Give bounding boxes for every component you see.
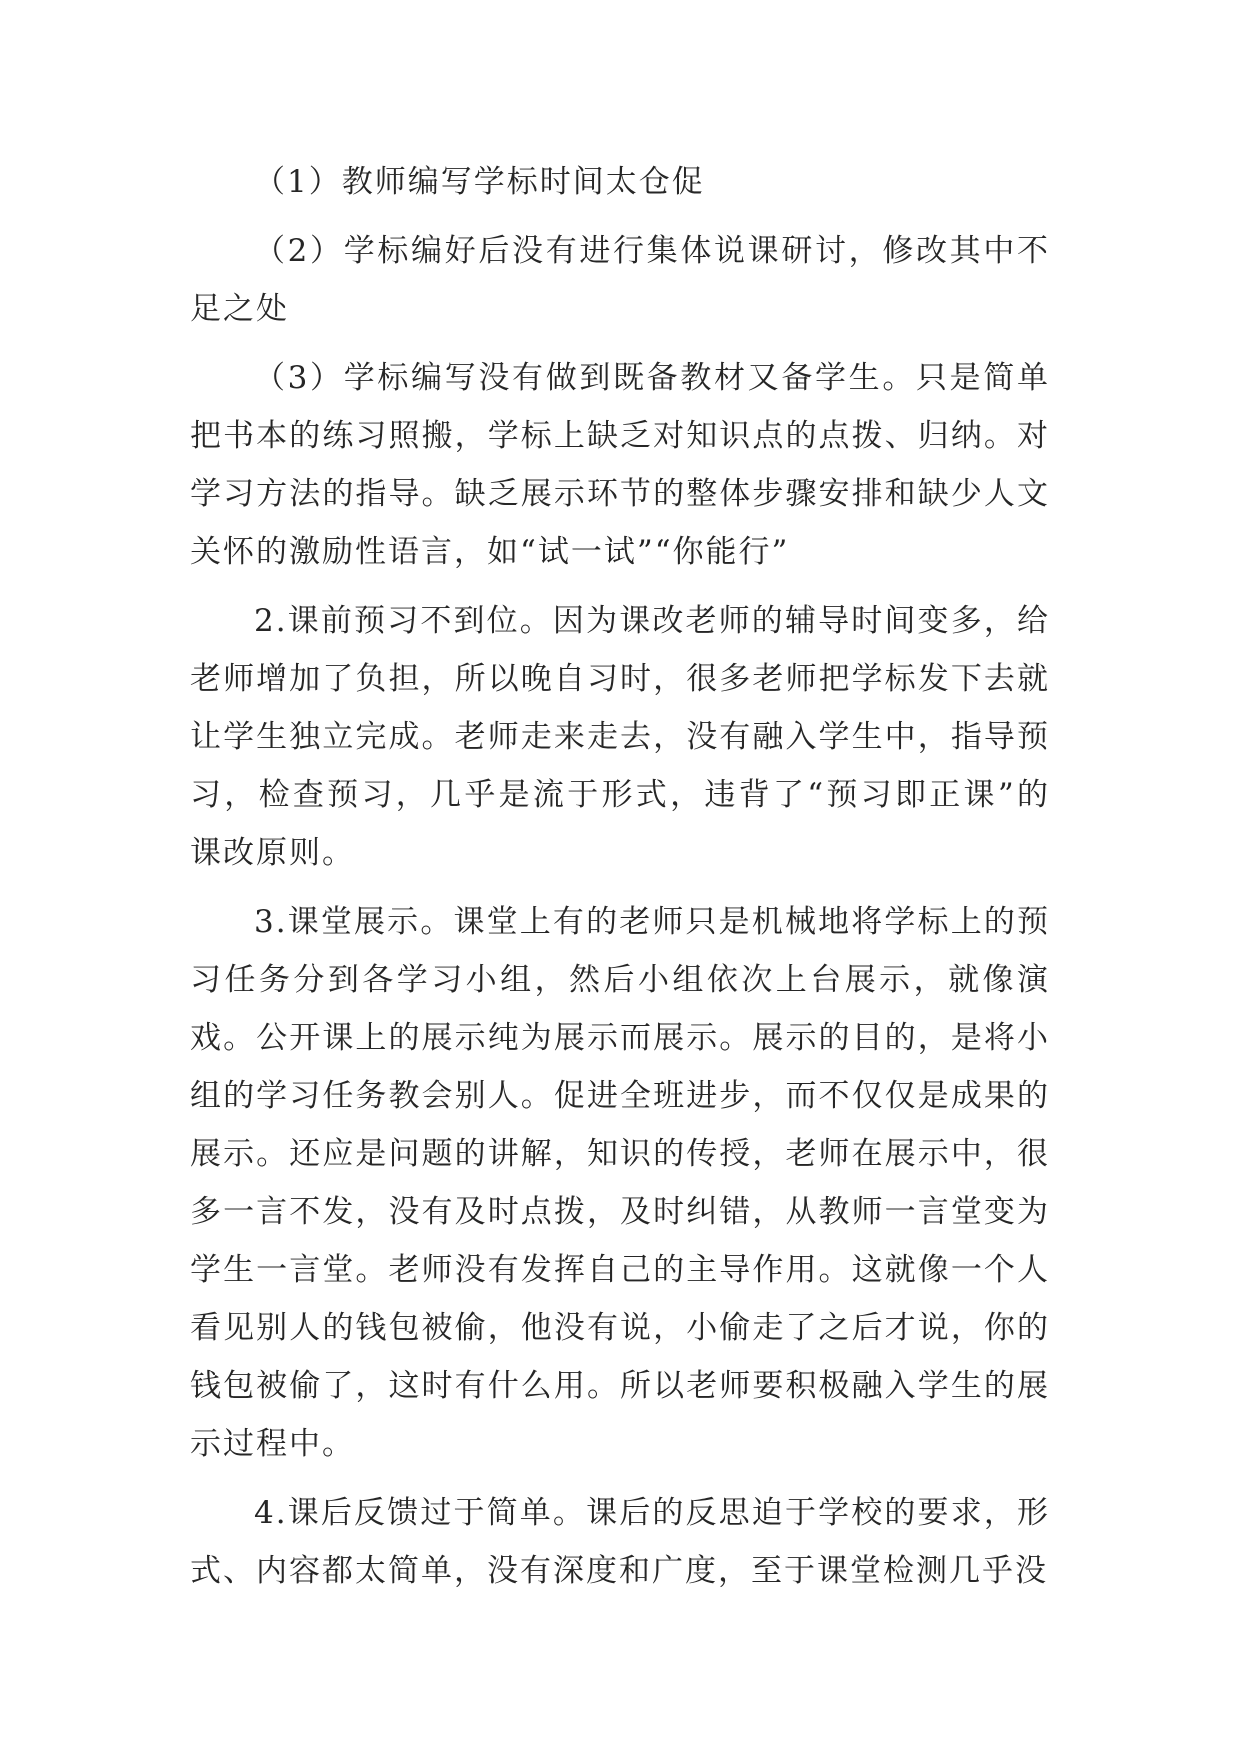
paragraph-2-preview: 2.课前预习不到位。因为课改老师的辅导时间变多，给老师增加了负担，所以晚自习时，很多老师把学标发下去就让学生独立完成。老师走来走去，没有融入学生中，指导预习，检查预习，几乎是流于形式，违背了“预习即正课”的课改原则。 xyxy=(190,603,1050,871)
paragraph-3-classroom-display: 3.课堂展示。课堂上有的老师只是机械地将学标上的预习任务分到各学习小组，然后小组依次上台展示，就像演戏。公开课上的展示纯为展示而展示。展示的目的，是将小组的学习任务教会别人。促进全班进步，而不仅仅是成果的展示。还应是问题的讲解，知识的传授，老师在展示中，很多一言不发，没有及时点拨，及时纠错，从教师一言堂变为学生一言堂。老师没有发挥自己的主导作用。这就像一个人看见别人的钱包被偷，他没有说，小偷走了之后才说，你的钱包被偷了，这时有什么用。所以老师要积极融入学生的展示过程中。 xyxy=(190,904,1050,1462)
paragraph-item-3: （3）学标编写没有做到既备教材又备学生。只是简单把书本的练习照搬，学标上缺乏对知识点的点拨、归纳。对学习方法的指导。缺乏展示环节的整体步骤安排和缺少人文关怀的激励性语言，如“试一试”“你能行” xyxy=(190,360,1050,570)
document-body xyxy=(190,153,1050,1600)
paragraph-item-2: （2）学标编好后没有进行集体说课研讨，修改其中不足之处 xyxy=(190,233,1050,327)
paragraph-item-1: （1）教师编写学标时间太仓促 xyxy=(254,164,705,200)
paragraph-4-feedback: 4.课后反馈过于简单。课后的反思迫于学校的要求，形式、内容都太简单，没有深度和广度，至于课堂检测几乎没 xyxy=(190,1495,1050,1589)
